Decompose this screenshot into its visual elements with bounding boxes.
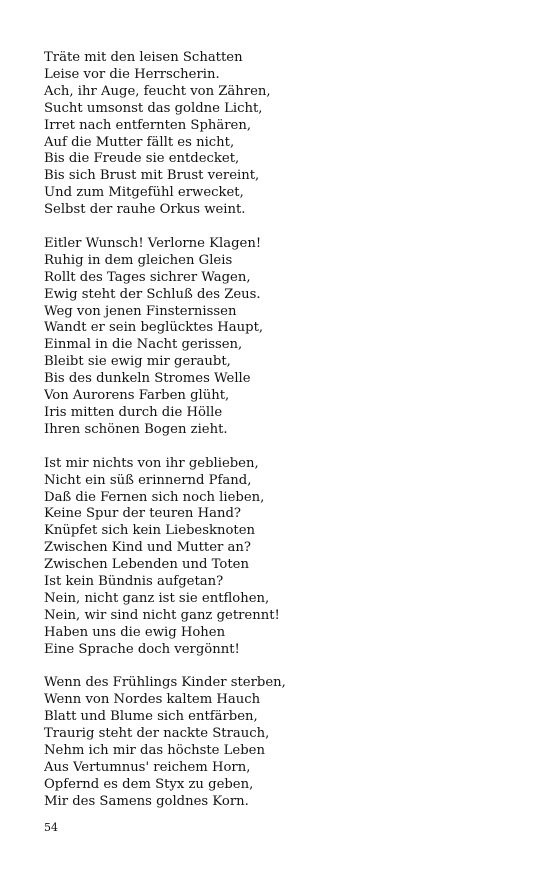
poem-line: Blatt und Blume sich entfärben, [44, 709, 258, 725]
poem-line: Wandt er sein beglücktes Haupt, [44, 320, 264, 336]
poem-line: Sucht umsonst das goldne Licht, [44, 100, 263, 116]
poem-line: Selbst der rauhe Orkus weint. [44, 202, 246, 218]
poem-line: Ach, ihr Auge, feucht von Zähren, [44, 83, 271, 99]
poem-line: Wenn des Frühlings Kinder sterben, [44, 675, 286, 691]
poem-line: Rollt des Tages sichrer Wagen, [44, 269, 251, 285]
stanza-4 [44, 675, 286, 810]
poem-line: Ist kein Bündnis aufgetan? [44, 574, 224, 590]
poem-line: Träte mit den leisen Schatten [44, 50, 243, 65]
poem-line: Eitler Wunsch! Verlorne Klagen! [44, 235, 262, 251]
poem-line: Einmal in die Nacht gerissen, [44, 337, 243, 353]
poem-line: Iris mitten durch die Hölle [44, 405, 223, 421]
stanza-2 [44, 236, 286, 439]
poem-line: Traurig steht der nackte Strauch, [44, 726, 270, 742]
poem-line: Zwischen Kind und Mutter an? [44, 540, 251, 556]
poem-line: Nein, nicht ganz ist sie entflohen, [44, 590, 270, 606]
poem-line: Daß die Fernen sich noch lieben, [44, 489, 265, 505]
poem-line: Zwischen Lebenden und Toten [44, 557, 249, 573]
page-number: 54 [44, 821, 58, 834]
poem-line: Von Aurorens Farben glüht, [44, 388, 230, 404]
poem-line: Auf die Mutter fällt es nicht, [44, 134, 235, 150]
poem-line: Nein, wir sind nicht ganz getrennt! [44, 607, 280, 623]
poem-line: Ist mir nichts von ihr geblieben, [44, 455, 259, 471]
poem-line: Knüpfet sich kein Liebesknoten [44, 523, 256, 539]
poem-line: Leise vor die Herrscherin. [44, 66, 220, 82]
poem-line: Ihren schönen Bogen zieht. [44, 421, 228, 437]
poem-line: Wenn von Nordes kaltem Hauch [44, 692, 261, 708]
poem-line: Haben uns die ewig Hohen [44, 624, 226, 640]
poem-line: Irret nach entfernten Sphären, [44, 117, 252, 133]
poem-line: Nicht ein süß erinnernd Pfand, [44, 472, 252, 488]
poem-line: Und zum Mitgefühl erwecket, [44, 185, 244, 201]
poem-line: Bis die Freude sie entdecket, [44, 151, 240, 167]
poem-line: Ruhig in dem gleichen Gleis [44, 252, 233, 268]
poem-line: Bis sich Brust mit Brust vereint, [44, 168, 260, 184]
stanza-3 [44, 456, 286, 659]
poem-line: Ewig steht der Schluß des Zeus. [44, 286, 261, 302]
poem-line: Mir des Samens goldnes Korn. [44, 793, 249, 809]
poem-line: Bleibt sie ewig mir geraubt, [44, 354, 231, 370]
poem-line: Bis des dunkeln Stromes Welle [44, 371, 251, 387]
poem-line: Opfernd es dem Styx zu geben, [44, 776, 254, 792]
poem-line: Keine Spur der teuren Hand? [44, 506, 241, 522]
poem-line: Aus Vertumnus' reichem Horn, [44, 760, 251, 776]
stanza-1 [44, 50, 286, 219]
poem-line: Eine Sprache doch vergönnt! [44, 641, 240, 657]
poem-line: Nehm ich mir das höchste Leben [44, 743, 265, 759]
poem-line: Weg von jenen Finsternissen [44, 303, 237, 319]
poem-text [44, 50, 286, 811]
